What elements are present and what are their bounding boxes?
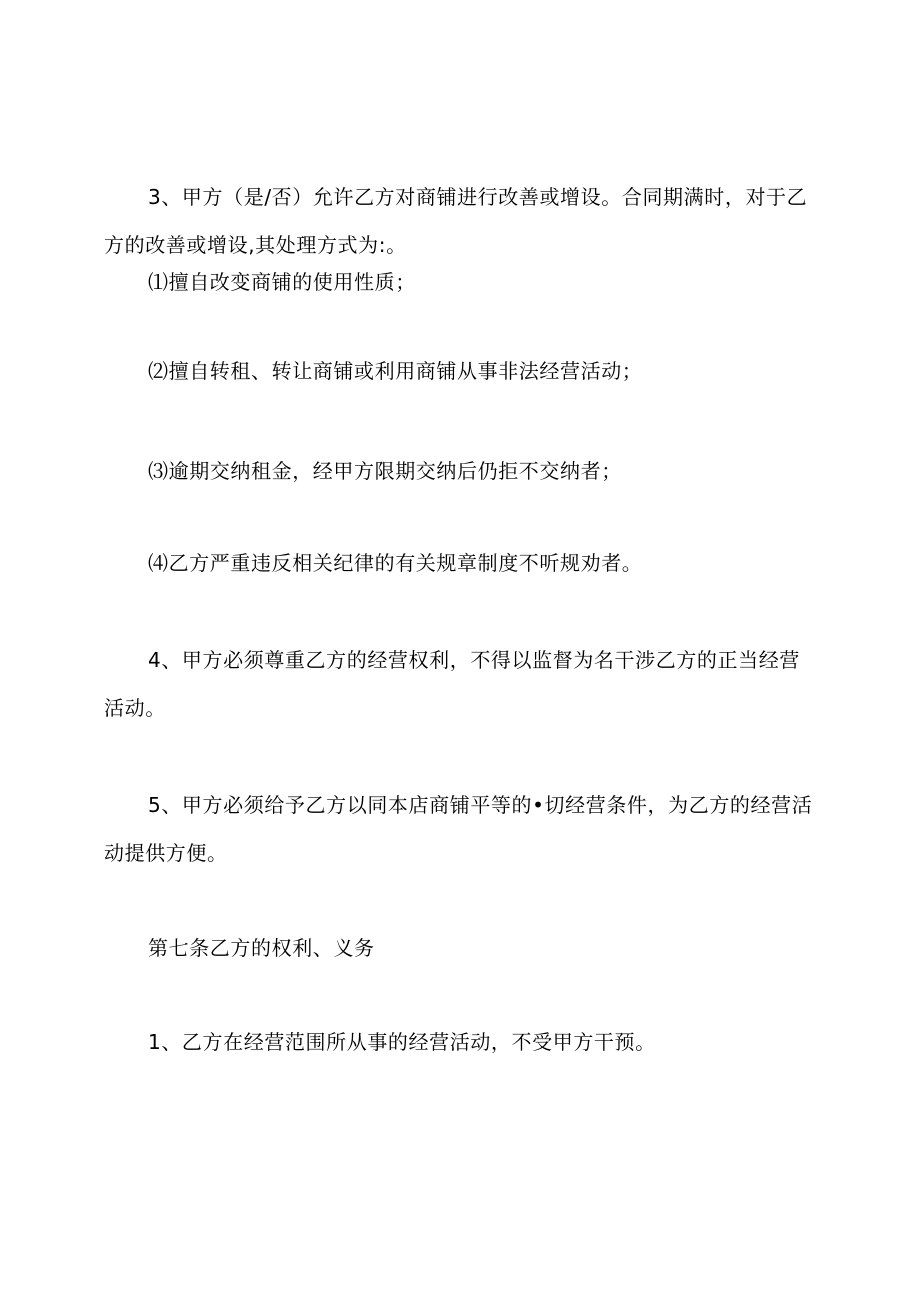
sub-item-2: ⑵擅自转租、转让商铺或利用商铺从事非法经营活动； bbox=[148, 359, 643, 383]
sub-item-1: ⑴擅自改变商铺的使用性质； bbox=[148, 270, 416, 294]
clause-5-paragraph: 5、甲方必须给予乙方以同本店商铺平等的•切经营条件，为乙方的经营活动提供方便。 bbox=[104, 793, 813, 865]
article-7-heading: 第七条乙方的权利、义务 bbox=[148, 936, 375, 960]
sub-item-3: ⑶逾期交纳租金，经甲方限期交纳后仍拒不交纳者； bbox=[148, 459, 622, 483]
party-b-clause-1: 1、乙方在经营范围所从事的经营活动，不受甲方干预。 bbox=[148, 1030, 656, 1054]
clause-4-paragraph: 4、甲方必须尊重乙方的经营权利，不得以监督为名干涉乙方的正当经营活动。 bbox=[104, 648, 800, 720]
sub-item-4: ⑷乙方严重违反相关纪律的有关规章制度不听规劝者。 bbox=[148, 551, 643, 575]
clause-3-paragraph: 3、甲方（是/否）允许乙方对商铺进行改善或增设。合同期满时，对于乙方的改善或增设,其处理方式为:。 bbox=[104, 185, 808, 257]
